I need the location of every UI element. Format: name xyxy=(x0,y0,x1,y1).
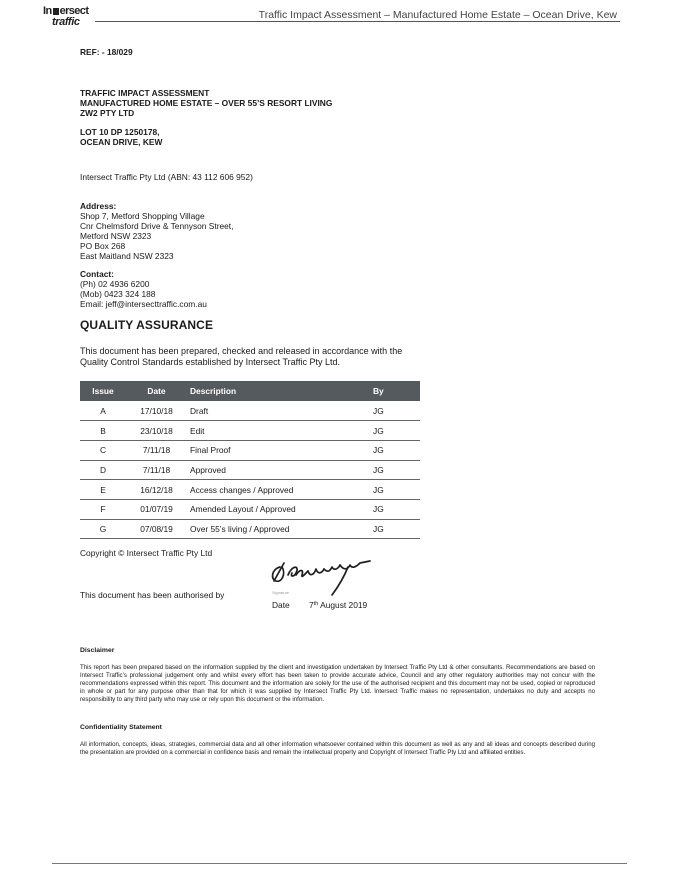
cell-date: 16/12/18 xyxy=(126,480,187,500)
cell-by: JG xyxy=(372,480,420,500)
report-title-block xyxy=(80,88,332,118)
address-line: Shop 7, Metford Shopping Village xyxy=(80,211,205,221)
authorisation-date xyxy=(309,600,367,610)
cell-date: 01/07/19 xyxy=(126,499,187,519)
contact-phone: (Ph) 02 4936 6200 xyxy=(80,279,150,289)
table-row xyxy=(80,499,420,519)
header-description: Description xyxy=(187,381,372,401)
header-issue: Issue xyxy=(80,381,126,401)
cell-issue: F xyxy=(80,499,126,519)
contact-label: Contact: xyxy=(80,269,114,279)
cell-date: 17/10/18 xyxy=(126,401,187,421)
logo-block-icon xyxy=(53,8,59,15)
signature-caption: Signature xyxy=(272,590,290,595)
address-block xyxy=(80,201,233,261)
cell-description: Amended Layout / Approved xyxy=(187,499,372,519)
disclaimer-text: This report has been prepared based on the information supplied by the client and investigation undertaken by Intersect Traffic Pty Ltd & other consultants. Recommendations are based on Intersect Traffic’s professional judgement only and whilst every effort has been taken to provide accurate advice, Council and any other regulatory authorities may not concur with the recommendations expressed within this report. This document and the information are solely for the use of the authorised recipient and this document may not be used, copied or reproduced in whole or part for any purpose other than that for which it was supplied by Intersect Traffic Pty Ltd. Intersect Traffic makes no representation, undertakes no duty and accepts no responsibility to any third party who may use or rely upon this document or the information. xyxy=(80,664,595,704)
table-row xyxy=(80,519,420,539)
logo-text-b: ersect xyxy=(59,5,89,17)
cell-by: JG xyxy=(372,460,420,480)
lot-line-2: OCEAN DRIVE, KEW xyxy=(80,137,163,147)
cell-date: 7/11/18 xyxy=(126,440,187,460)
lot-line-1: LOT 10 DP 1250178, xyxy=(80,127,160,137)
contact-mobile: (Mob) 0423 324 188 xyxy=(80,289,156,299)
address-line: Cnr Chelmsford Drive & Tennyson Street, xyxy=(80,221,234,231)
address-line: East Maitland NSW 2323 xyxy=(80,251,174,261)
quality-assurance-paragraph xyxy=(80,346,402,368)
cell-description: Final Proof xyxy=(187,440,372,460)
footer-divider xyxy=(52,863,627,864)
copyright-notice: Copyright © Intersect Traffic Pty Ltd xyxy=(80,548,213,558)
title-line-2: MANUFACTURED HOME ESTATE – OVER 55’S RESORT LIVING xyxy=(80,98,333,108)
header-date: Date xyxy=(126,381,187,401)
cell-by: JG xyxy=(372,401,420,421)
logo-line-2: traffic xyxy=(52,16,80,28)
running-header-title: Traffic Impact Assessment – Manufactured Home Estate – Ocean Drive, Kew xyxy=(258,9,617,21)
cell-description: Edit xyxy=(187,421,372,441)
lot-block xyxy=(80,127,162,147)
reference-number: REF: - 18/029 xyxy=(80,47,133,57)
address-label: Address: xyxy=(80,201,117,211)
date-label: Date xyxy=(272,600,290,610)
cell-by: JG xyxy=(372,499,420,519)
table-row xyxy=(80,440,420,460)
address-line: PO Box 268 xyxy=(80,241,126,251)
cell-issue: C xyxy=(80,440,126,460)
confidentiality-text: All information, concepts, ideas, strategies, commercial data and all other information whatsoever contained within this document as well as any and all ideas and concepts described during the presentation are provided on a commercial in confidence basis and remain the intellectual property and Copyright of Intersect Traffic Pty Ltd and affiliated entities. xyxy=(80,741,595,757)
title-line-1: TRAFFIC IMPACT ASSESSMENT xyxy=(80,88,210,98)
revision-table xyxy=(80,381,420,539)
quality-assurance-heading: QUALITY ASSURANCE xyxy=(80,318,214,332)
cell-issue: E xyxy=(80,480,126,500)
address-line: Metford NSW 2323 xyxy=(80,231,152,241)
confidentiality-heading: Confidentiality Statement xyxy=(80,724,162,731)
company-logo xyxy=(43,5,99,29)
revision-table-header xyxy=(80,381,420,401)
cell-date: 7/11/18 xyxy=(126,460,187,480)
cell-by: JG xyxy=(372,440,420,460)
qa-para-line-1: This document has been prepared, checked and released in accordance with the xyxy=(80,346,403,356)
header-by: By xyxy=(372,381,420,401)
table-row xyxy=(80,421,420,441)
authorisation-text: This document has been authorised by xyxy=(80,590,225,600)
cell-issue: A xyxy=(80,401,126,421)
date-day: 7 xyxy=(309,600,314,610)
title-line-3: ZW2 PTY LTD xyxy=(80,108,135,118)
table-row xyxy=(80,480,420,500)
header-divider xyxy=(95,21,620,22)
cell-by: JG xyxy=(372,421,420,441)
cell-description: Access changes / Approved xyxy=(187,480,372,500)
cell-description: Over 55’s living / Approved xyxy=(187,519,372,539)
table-row xyxy=(80,460,420,480)
date-suffix: th xyxy=(313,601,319,607)
contact-block xyxy=(80,269,207,309)
table-row xyxy=(80,401,420,421)
cell-description: Draft xyxy=(187,401,372,421)
date-month-year: August 2019 xyxy=(318,600,368,610)
cell-issue: D xyxy=(80,460,126,480)
cell-date: 07/08/19 xyxy=(126,519,187,539)
company-abn: Intersect Traffic Pty Ltd (ABN: 43 112 606 952) xyxy=(80,172,253,182)
cell-by: JG xyxy=(372,519,420,539)
disclaimer-heading: Disclaimer xyxy=(80,647,115,654)
cell-date: 23/10/18 xyxy=(126,421,187,441)
qa-para-line-2: Quality Control Standards established by Intersect Traffic Pty Ltd. xyxy=(80,357,340,367)
cell-issue: G xyxy=(80,519,126,539)
contact-email: Email: jeff@intersecttraffic.com.au xyxy=(80,299,207,309)
logo-text-a: In xyxy=(43,5,52,17)
cell-description: Approved xyxy=(187,460,372,480)
cell-issue: B xyxy=(80,421,126,441)
